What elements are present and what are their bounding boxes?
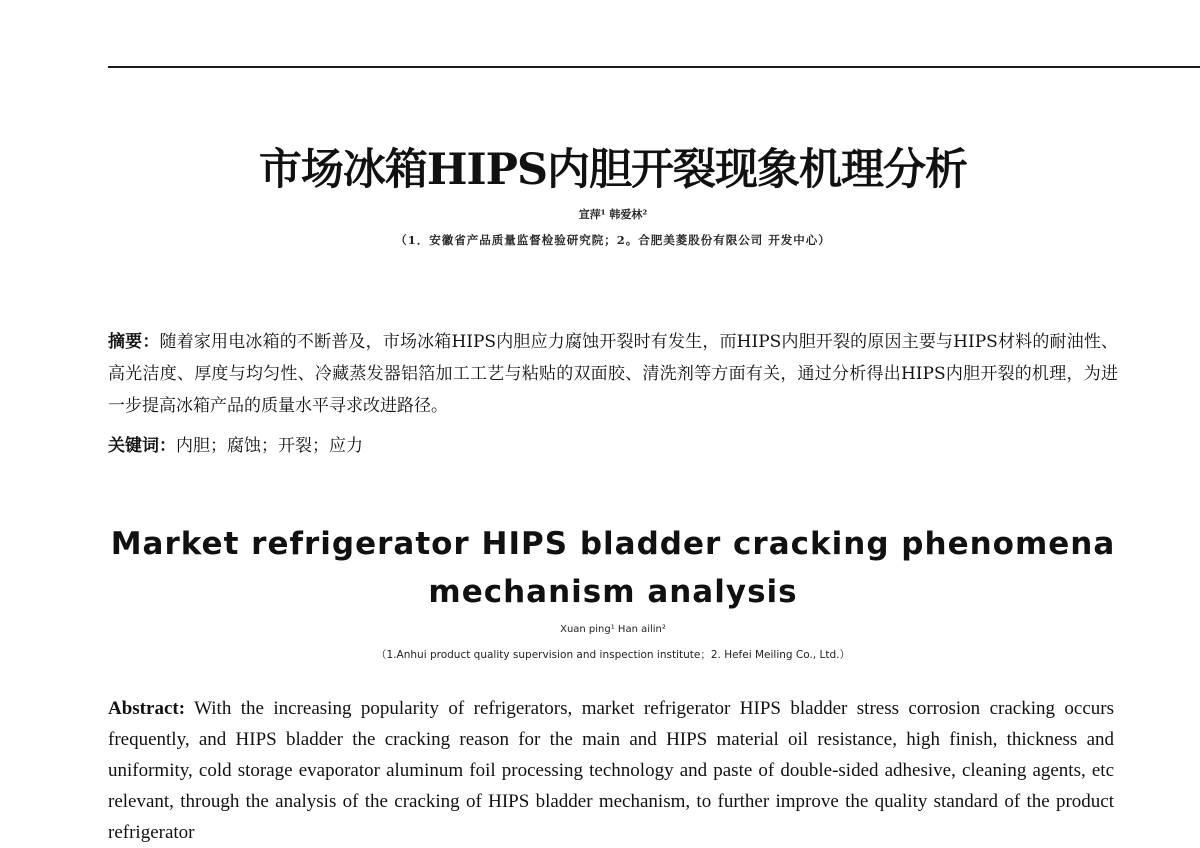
keywords-text-chinese: 内胆；腐蚀；开裂；应力 [176, 436, 363, 456]
authors-chinese: 宣萍¹ 韩爱林² [578, 208, 648, 221]
abstract-text-chinese: 随着家用电冰箱的不断普及，市场冰箱HIPS内胆应力腐蚀开裂时有发生，而HIPS内胆开裂的原因主要与HIPS材料的耐油性、高光洁度、厚度与均匀性、冷藏蒸发器铝箔加工工艺与粘贴的双面胶、清洗剂等方面有关，通过分析得出HIPS内胆开裂的机理，为进一步提高冰箱产品的质量水平寻求改进路径。 [108, 332, 1119, 416]
keywords-label-chinese: 关键词： [108, 436, 176, 456]
abstract-label-chinese: 摘要： [108, 332, 160, 352]
affiliation-chinese: （1．安徽省产品质量监督检验研究院；2。合肥美菱股份有限公司 开发中心） [395, 233, 831, 247]
authors-english: Xuan ping¹ Han ailin² [560, 624, 666, 635]
abstract-chinese [108, 326, 1118, 422]
header-rule [108, 66, 1200, 68]
paper-title-chinese: 市场冰箱HIPS内胆开裂现象机理分析 [258, 145, 968, 195]
keywords-chinese [108, 432, 1118, 460]
affiliation-english: （1.Anhui product quality supervision and inspection institute；2. Hefei Meiling Co., Ltd.） [376, 649, 850, 661]
abstract-english [108, 693, 1114, 848]
abstract-label-english: Abstract: [108, 698, 186, 719]
abstract-text-english: With the increasing popularity of refrigerators, market refrigerator HIPS bladder stress corrosion cracking occurs frequently, and HIPS bladder the cracking reason for the main and HIPS material oil resistance, high finish, thickness and uniformity, cold storage evaporator aluminum foil processing technology and paste of double-sided adhesive, cleaning agents, etc relevant, through the analysis of the cracking of HIPS bladder mechanism, to further improve the quality standard of the product refrigerator [108, 698, 1114, 843]
paper-title-english: Market refrigerator HIPS bladder cracking phenomena mechanism analysis [110, 526, 1116, 610]
